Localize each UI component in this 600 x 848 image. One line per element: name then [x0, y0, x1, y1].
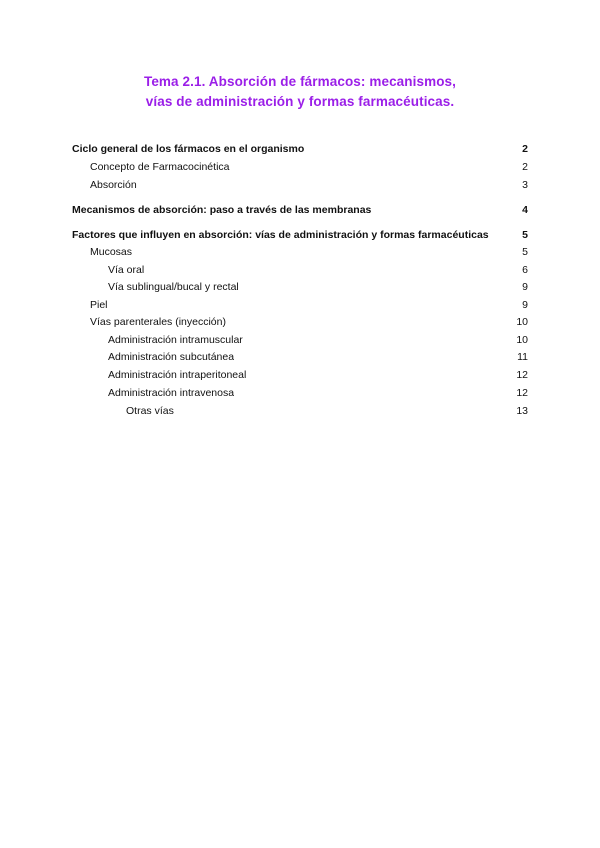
- toc-entry-text: Vía sublingual/bucal y rectal: [108, 281, 239, 293]
- toc-entry-page: 2: [522, 143, 528, 155]
- toc-entry-text: Absorción: [90, 179, 137, 191]
- toc-entry-page: 2: [522, 161, 528, 173]
- toc-entry[interactable]: [72, 366, 528, 384]
- toc-entry[interactable]: [72, 331, 528, 349]
- toc-entry[interactable]: [72, 158, 528, 176]
- toc-entry-page: 3: [522, 179, 528, 191]
- toc-entry-page: 12: [516, 387, 528, 399]
- toc-entry-page: 12: [516, 369, 528, 381]
- toc-entry-page: 10: [516, 316, 528, 328]
- toc-entry-text: Concepto de Farmacocinética: [90, 161, 230, 173]
- toc-entry-text: Piel: [90, 299, 108, 311]
- toc-entry[interactable]: [72, 313, 528, 331]
- toc-entry-text: Otras vías: [126, 405, 174, 417]
- title-line-2: vías de administración y formas farmacéuticas.: [145, 94, 455, 109]
- toc-entry-text: Vía oral: [108, 264, 145, 276]
- toc-entry[interactable]: [72, 243, 528, 261]
- toc-entry[interactable]: [72, 402, 528, 420]
- toc-entry-page: 11: [517, 351, 528, 363]
- toc-entry-page: 9: [522, 281, 528, 293]
- title-line-1: Tema 2.1. Absorción de fármacos: mecanismos,: [143, 74, 456, 89]
- toc-entry[interactable]: [72, 176, 528, 194]
- toc-entry[interactable]: [72, 278, 528, 296]
- toc-entry-text: Administración intramuscular: [108, 334, 243, 346]
- toc-entry-page: 13: [516, 405, 528, 417]
- toc-entry-page: 5: [522, 229, 528, 241]
- toc-entry[interactable]: [72, 384, 528, 402]
- toc-entry[interactable]: [72, 140, 528, 158]
- toc-entry[interactable]: [72, 201, 528, 219]
- toc-entry[interactable]: [72, 348, 528, 366]
- toc-entry-text: Administración subcutánea: [108, 351, 235, 363]
- toc-entry-text: Administración intraperitoneal: [108, 369, 247, 381]
- toc-entry-page: 4: [522, 204, 528, 216]
- toc-entry-text: Vías parenterales (inyección): [90, 316, 226, 328]
- document-title: [60, 72, 540, 112]
- toc-entry-text: Administración intravenosa: [108, 387, 235, 399]
- toc-entry[interactable]: [72, 226, 528, 244]
- toc-entry-page: 10: [516, 334, 528, 346]
- toc-entry-page: 6: [522, 264, 528, 276]
- toc-entry-page: 9: [522, 299, 528, 311]
- toc-entry-text: Mucosas: [90, 246, 133, 258]
- toc-entry-text: Ciclo general de los fármacos en el organismo: [72, 143, 305, 155]
- toc-entry[interactable]: [72, 296, 528, 314]
- toc-entry-page: 5: [522, 246, 528, 258]
- toc-entry-text: Factores que influyen en absorción: vías de administración y formas farmacéuticas: [72, 229, 489, 241]
- toc-entry[interactable]: [72, 261, 528, 279]
- toc-entry-text: Mecanismos de absorción: paso a través de las membranas: [72, 204, 372, 216]
